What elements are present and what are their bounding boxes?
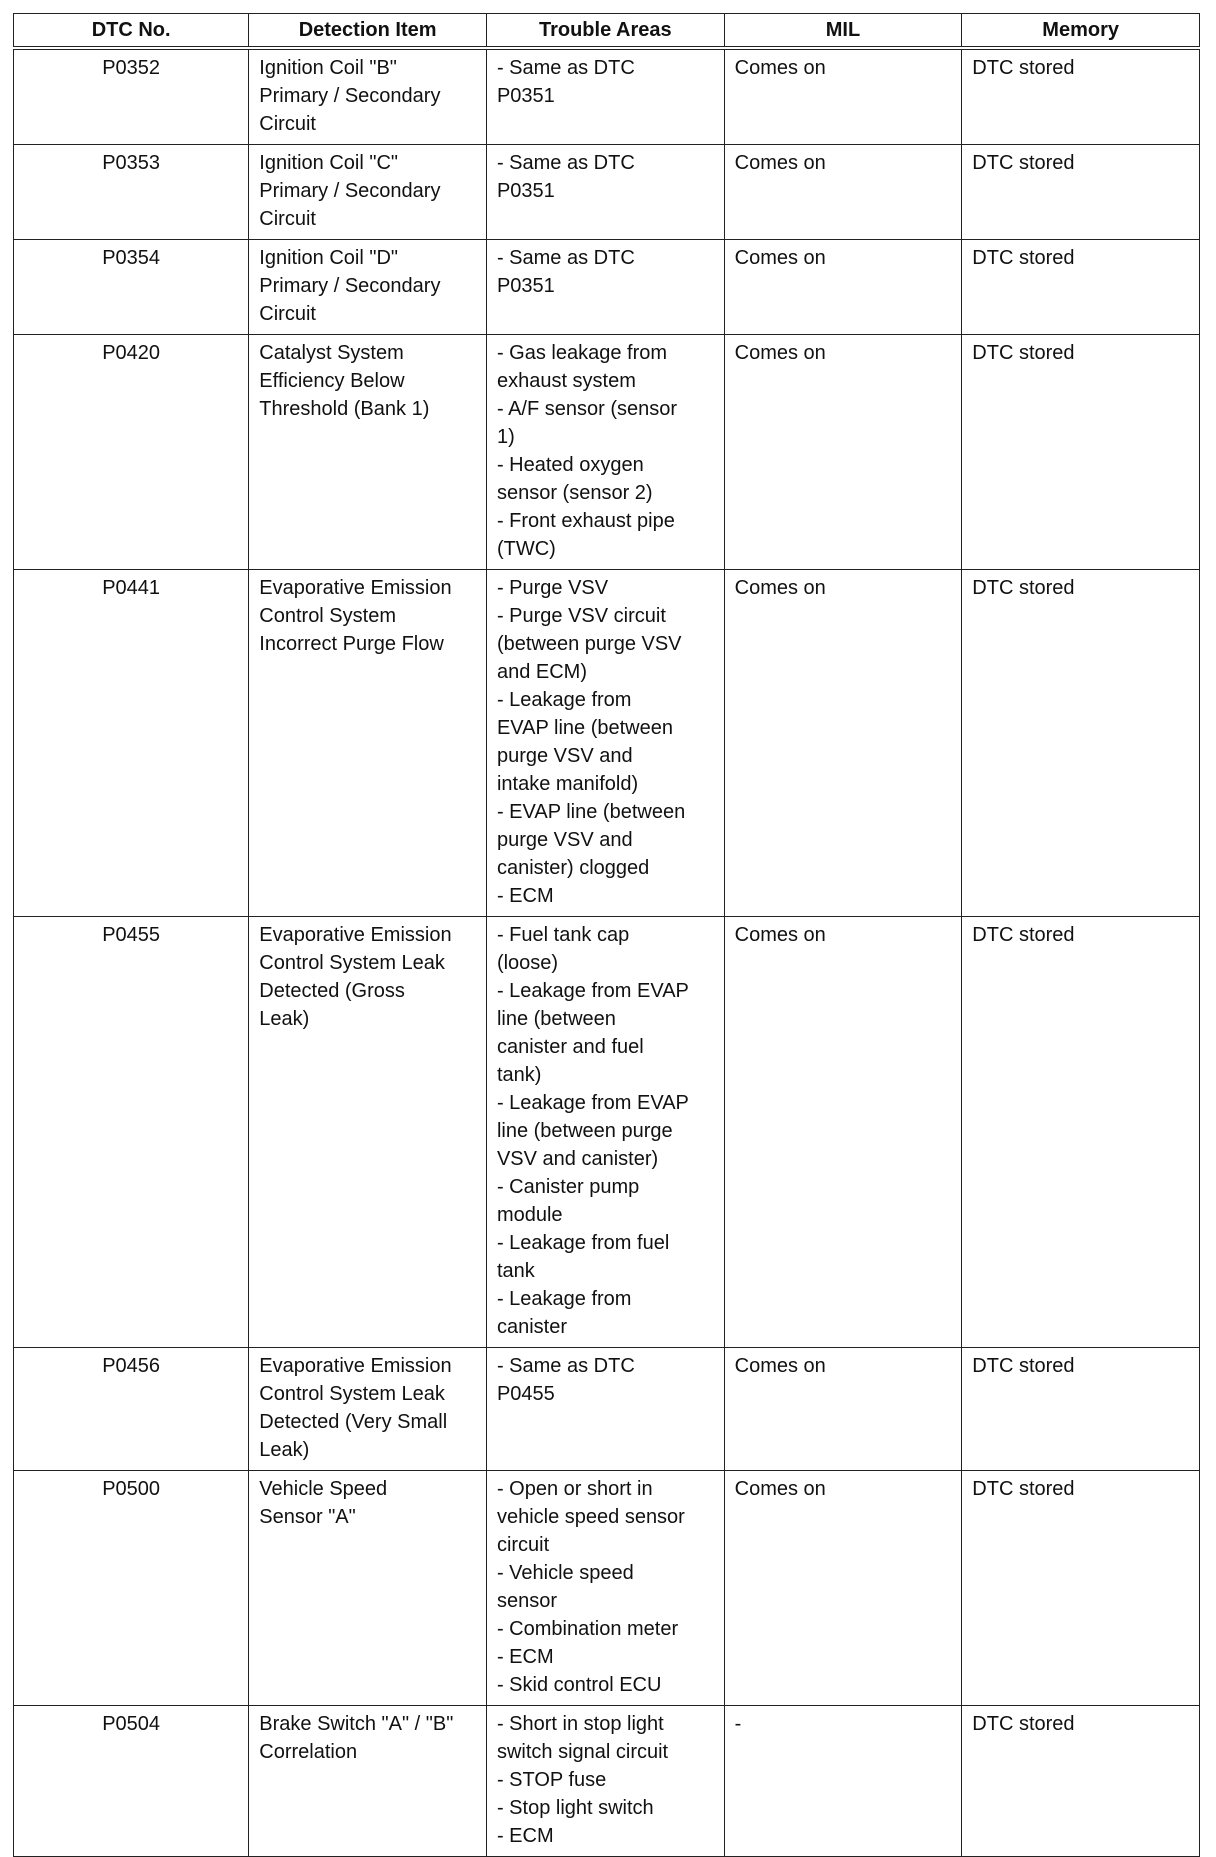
memory-cell: DTC stored xyxy=(962,335,1200,570)
mil-cell: Comes on xyxy=(724,335,962,570)
header-dtc-no: DTC No. xyxy=(14,14,249,49)
trouble-area-item: - Short in stop light switch signal circuit xyxy=(496,1713,669,1763)
trouble-areas-cell xyxy=(486,570,724,917)
trouble-area-item: - Skid control ECU xyxy=(496,1674,662,1696)
dtc-code-cell: P0455 xyxy=(14,917,249,1348)
trouble-area-item: - Fuel tank cap (loose) xyxy=(496,924,630,974)
trouble-areas-cell xyxy=(486,145,724,240)
trouble-area-item: - Open or short in vehicle speed sensor circuit xyxy=(496,1478,685,1556)
header-row xyxy=(14,14,1200,49)
detection-item-cell: Evaporative Emission Control System Leak Detected (Gross Leak) xyxy=(249,917,487,1348)
header-trouble-areas: Trouble Areas xyxy=(486,14,724,49)
table-body xyxy=(14,48,1200,1857)
table-header xyxy=(14,14,1200,49)
trouble-area-item: - Gas leakage from exhaust system xyxy=(496,342,668,392)
table-row xyxy=(14,335,1200,570)
header-memory: Memory xyxy=(962,14,1200,49)
memory-cell: DTC stored xyxy=(962,48,1200,145)
trouble-areas-cell xyxy=(486,1706,724,1857)
trouble-area-item: - Stop light switch xyxy=(496,1797,654,1819)
table-row xyxy=(14,570,1200,917)
mil-cell: - xyxy=(724,1706,962,1857)
trouble-areas-cell xyxy=(486,335,724,570)
trouble-area-item: - ECM xyxy=(496,1646,554,1668)
dtc-code-cell: P0504 xyxy=(14,1706,249,1857)
trouble-area-item: - Purge VSV circuit (between purge VSV and ECM) xyxy=(496,605,682,683)
detection-item-cell: Vehicle Speed Sensor "A" xyxy=(249,1471,487,1706)
trouble-areas-cell xyxy=(486,48,724,145)
mil-cell: Comes on xyxy=(724,145,962,240)
memory-cell: DTC stored xyxy=(962,1471,1200,1706)
trouble-areas-cell xyxy=(486,1348,724,1471)
dtc-table xyxy=(13,13,1200,1857)
table-row xyxy=(14,48,1200,145)
detection-item-cell: Evaporative Emission Control System Incorrect Purge Flow xyxy=(249,570,487,917)
trouble-area-item: - Vehicle speed sensor xyxy=(496,1562,634,1612)
table-row xyxy=(14,240,1200,335)
trouble-area-item: - Same as DTC P0351 xyxy=(496,57,635,107)
trouble-area-item: - Same as DTC P0455 xyxy=(496,1355,635,1405)
trouble-area-item: - STOP fuse xyxy=(496,1769,607,1791)
dtc-code-cell: P0353 xyxy=(14,145,249,240)
trouble-area-item: - Same as DTC P0351 xyxy=(496,152,635,202)
dtc-code-cell: P0352 xyxy=(14,48,249,145)
mil-cell: Comes on xyxy=(724,1348,962,1471)
trouble-area-item: - Same as DTC P0351 xyxy=(496,247,635,297)
mil-cell: Comes on xyxy=(724,48,962,145)
table-row xyxy=(14,1471,1200,1706)
detection-item-cell: Evaporative Emission Control System Leak Detected (Very Small Leak) xyxy=(249,1348,487,1471)
detection-item-cell: Ignition Coil "C" Primary / Secondary Circuit xyxy=(249,145,487,240)
detection-item-cell: Catalyst System Efficiency Below Threshold (Bank 1) xyxy=(249,335,487,570)
trouble-area-item: - Leakage from EVAP line (between purge VSV and canister) xyxy=(496,1092,689,1170)
dtc-code-cell: P0456 xyxy=(14,1348,249,1471)
mil-cell: Comes on xyxy=(724,917,962,1348)
header-mil: MIL xyxy=(724,14,962,49)
table-row xyxy=(14,917,1200,1348)
memory-cell: DTC stored xyxy=(962,1706,1200,1857)
dtc-code-cell: P0420 xyxy=(14,335,249,570)
memory-cell: DTC stored xyxy=(962,145,1200,240)
trouble-area-item: - Canister pump module xyxy=(496,1176,640,1226)
detection-item-cell: Ignition Coil "B" Primary / Secondary Circuit xyxy=(249,48,487,145)
trouble-area-item: - Heated oxygen sensor (sensor 2) xyxy=(496,454,653,504)
mil-cell: Comes on xyxy=(724,240,962,335)
trouble-area-item: - EVAP line (between purge VSV and canister) clogged xyxy=(496,801,686,879)
trouble-areas-cell xyxy=(486,917,724,1348)
memory-cell: DTC stored xyxy=(962,917,1200,1348)
trouble-area-item: - Leakage from canister xyxy=(496,1288,632,1338)
dtc-code-cell: P0354 xyxy=(14,240,249,335)
mil-cell: Comes on xyxy=(724,1471,962,1706)
memory-cell: DTC stored xyxy=(962,1348,1200,1471)
trouble-area-item: - Leakage from EVAP line (between canister and fuel tank) xyxy=(496,980,689,1086)
trouble-area-item: - Leakage from EVAP line (between purge VSV and intake manifold) xyxy=(496,689,673,795)
mil-cell: Comes on xyxy=(724,570,962,917)
trouble-area-item: - ECM xyxy=(496,885,554,907)
trouble-area-item: - A/F sensor (sensor 1) xyxy=(496,398,678,448)
memory-cell: DTC stored xyxy=(962,240,1200,335)
table-row xyxy=(14,1348,1200,1471)
trouble-area-item: - Front exhaust pipe (TWC) xyxy=(496,510,675,560)
trouble-areas-cell xyxy=(486,240,724,335)
dtc-code-cell: P0500 xyxy=(14,1471,249,1706)
table-row xyxy=(14,1706,1200,1857)
trouble-area-item: - Purge VSV xyxy=(496,577,609,599)
detection-item-cell: Ignition Coil "D" Primary / Secondary Circuit xyxy=(249,240,487,335)
trouble-area-item: - Combination meter xyxy=(496,1618,679,1640)
trouble-areas-cell xyxy=(486,1471,724,1706)
memory-cell: DTC stored xyxy=(962,570,1200,917)
table-row xyxy=(14,145,1200,240)
trouble-area-item: - ECM xyxy=(496,1825,554,1847)
header-detection-item: Detection Item xyxy=(249,14,487,49)
detection-item-cell: Brake Switch "A" / "B" Correlation xyxy=(249,1706,487,1857)
trouble-area-item: - Leakage from fuel tank xyxy=(496,1232,670,1282)
dtc-code-cell: P0441 xyxy=(14,570,249,917)
